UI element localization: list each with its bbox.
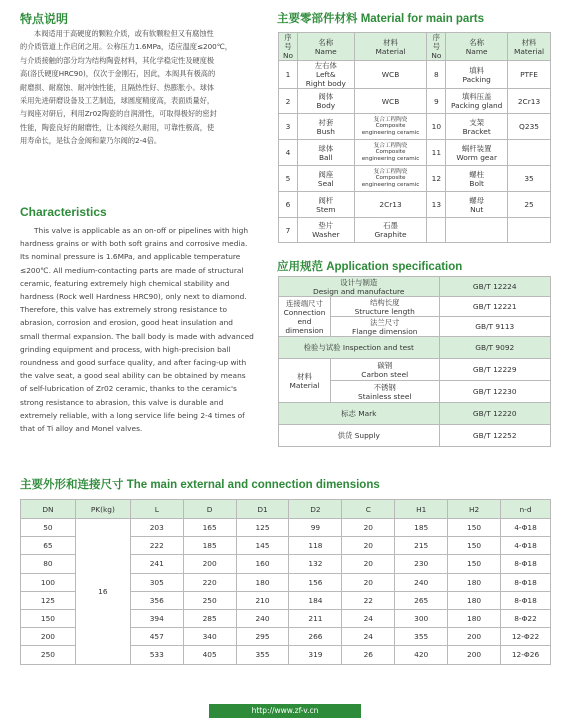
col-material: 材料 Material	[354, 33, 427, 61]
characteristics-line: that of Ti alloy and Monel valves.	[20, 424, 143, 434]
features-title: 特点说明	[20, 12, 69, 26]
dim-row: 150 394 285 240 211 24 300 180 8-Φ22	[21, 609, 551, 627]
col-no: 序号 No	[279, 33, 298, 61]
materials-title: 主要零部件材料 Material for main parts	[277, 13, 485, 25]
dim-row: 200 457 340 295 266 24 355 200 12-Φ22	[21, 628, 551, 646]
characteristics-line: roundness and good surface quality, and after facing-up with	[20, 358, 247, 368]
material-row: 2 阀体 Body WCB 9 填料压盖 Packing gland 2Cr13	[279, 89, 551, 114]
characteristics-line: abrasion, corrosion and erosion, good heat insulation and	[20, 318, 233, 328]
characteristics-line: Therefore, this valve has extremely strong resistance to	[20, 305, 228, 315]
characteristics-line: extremely reliable, with a long service life being 2-4 times of	[20, 410, 245, 420]
col-material-2: 材料 Material	[508, 33, 551, 61]
features-line: 高(洛氏硬度HRC90)，仅次于金刚石，因此，本阀具有极高的	[20, 69, 216, 79]
dim-header-cell: n-d	[501, 500, 551, 519]
material-row: 5 阀座 Seal 复合工程陶瓷 Composite engineering ceramic 12 螺柱 Bolt 35	[279, 166, 551, 192]
materials-table	[278, 32, 551, 243]
app-row-structure: 连接端尺寸 Connection end dimension 结构长度 Structure length GB/T 12221	[279, 297, 551, 317]
dim-row: 50 16 203 165 125 99 20 185 150 4-Φ18	[21, 519, 551, 537]
features-line: 与阀座对研后，利用Zr02陶瓷的自润滑性，可取得极好的密封	[20, 109, 217, 119]
app-row-mark: 标志 Mark GB/T 12220	[279, 403, 551, 425]
features-line: 的介质管道上作启闭之用。公称压力1.6MPa，适应温度≤200℃，	[20, 42, 232, 52]
material-row: 3 衬套 Bush 复合工程陶瓷 Composite engineering ceramic 10 支架 Bracket Q235	[279, 114, 551, 140]
features-line: 本阀适用于高硬度的颗粒介质，或有软颗粒但又有腐蚀性	[34, 29, 214, 38]
app-row-carbon: 材料 Material 碳钢 Carbon steel GB/T 12229	[279, 359, 551, 381]
characteristics-line: small thermal expansion. The ball body is made with advanced	[20, 331, 254, 341]
footer-url[interactable]: http://www.zf-v.cn	[209, 704, 361, 718]
features-line: 性能，陶瓷良好的耐磨性，让本阀经久耐用，可靠性极高，使	[20, 122, 215, 132]
application-table	[278, 276, 551, 447]
characteristics-line: ceramic, featuring extremely high chemical stability and	[20, 278, 230, 288]
app-row-flange: 法兰尺寸 Flange dimension GB/T 9113	[279, 317, 551, 337]
dim-header-cell: D2	[289, 500, 342, 519]
material-row: 7 垫片 Washer 石墨 Graphite	[279, 218, 551, 243]
characteristics-line: strong resistance to abrasion, this valve is durable and	[20, 397, 224, 407]
dimensions-title: 主要外形和连接尺寸 The main external and connection dimensions	[20, 479, 380, 491]
application-title: 应用规范 Application specification	[277, 261, 463, 273]
characteristics-paragraph	[20, 224, 270, 435]
features-paragraph	[20, 27, 270, 148]
characteristics-line: hardness (Rock well Hardness HRC90), only next to diamond.	[20, 292, 247, 302]
dim-header-cell: PK(kg)	[75, 500, 130, 519]
dim-header-cell: H1	[395, 500, 448, 519]
app-row-inspection: 检验与试验 Inspection and test GB/T 9092	[279, 337, 551, 359]
dim-row: 65 222 185 145 118 20 215 150 4-Φ18	[21, 537, 551, 555]
characteristics-line: Its nominal pressure is 1.6MPa, and applicable temperature	[20, 252, 241, 262]
characteristics-line: hardness grains or with both soft grains and corrosive media.	[20, 239, 248, 249]
features-line: 采用先进研磨设备及工艺制造，球圆度精度高，表面质量好，	[20, 96, 215, 106]
col-name: 名称 Name	[297, 33, 354, 61]
dim-header-cell: D1	[236, 500, 289, 519]
col-no-2: 序号 No	[427, 33, 446, 61]
characteristics-line: ≤200℃. All medium-contacting parts are made of structural	[20, 265, 244, 275]
dim-header-cell: L	[130, 500, 183, 519]
characteristics-line: grinding equipment and process, with high-precision ball	[20, 344, 231, 354]
app-row-stainless: 不锈钢 Stainless steel GB/T 12230	[279, 381, 551, 403]
dim-row: 80 241 200 160 132 20 230 150 8-Φ18	[21, 555, 551, 573]
material-row: 6 阀杆 Stem 2Cr13 13 螺母 Nut 25	[279, 192, 551, 218]
dim-row: 125 356 250 210 184 22 265 180 8-Φ18	[21, 591, 551, 609]
col-name-2: 名称 Name	[446, 33, 508, 61]
dim-header-cell: H2	[448, 500, 501, 519]
dim-header-cell: D	[183, 500, 236, 519]
dim-header-cell: DN	[21, 500, 76, 519]
dim-header-cell: C	[342, 500, 395, 519]
characteristics-line: the valve seat, a good seal ability can be obtained by means	[20, 371, 246, 381]
features-line: 与介质接触的部分均为结构陶瓷材料，其化学稳定性及硬度极	[20, 55, 215, 65]
characteristics-line: of self-lubrication of Zr02 ceramic, thanks to the ceramic's	[20, 384, 237, 394]
dimensions-table	[20, 499, 551, 665]
material-row: 1 左右体 Left& Right body WCB 8 填料 Packing PTFE	[279, 61, 551, 89]
app-row-design: 设计与制造 Design and manufacture GB/T 12224	[279, 277, 551, 297]
material-row: 4 球体 Ball 复合工程陶瓷 Composite engineering ceramic 11 蜗杆装置 Worm gear	[279, 140, 551, 166]
features-line: 耐磨损、耐腐蚀、耐冲蚀性能，且隔热性好、热膨胀小。球体	[20, 82, 215, 92]
dim-row: 250 533 405 355 319 26 420 200 12-Φ26	[21, 646, 551, 664]
dimensions-header	[21, 500, 551, 519]
dim-row: 100 305 220 180 156 20 240 180 8-Φ18	[21, 573, 551, 591]
app-row-supply: 供货 Supply GB/T 12252	[279, 425, 551, 447]
features-line: 用寿命长，是钛合金阀和蒙乃尔阀的2-4倍。	[20, 136, 162, 146]
characteristics-line: This valve is applicable as an on-off or pipelines with high	[34, 226, 249, 235]
characteristics-title: Characteristics	[20, 205, 107, 219]
